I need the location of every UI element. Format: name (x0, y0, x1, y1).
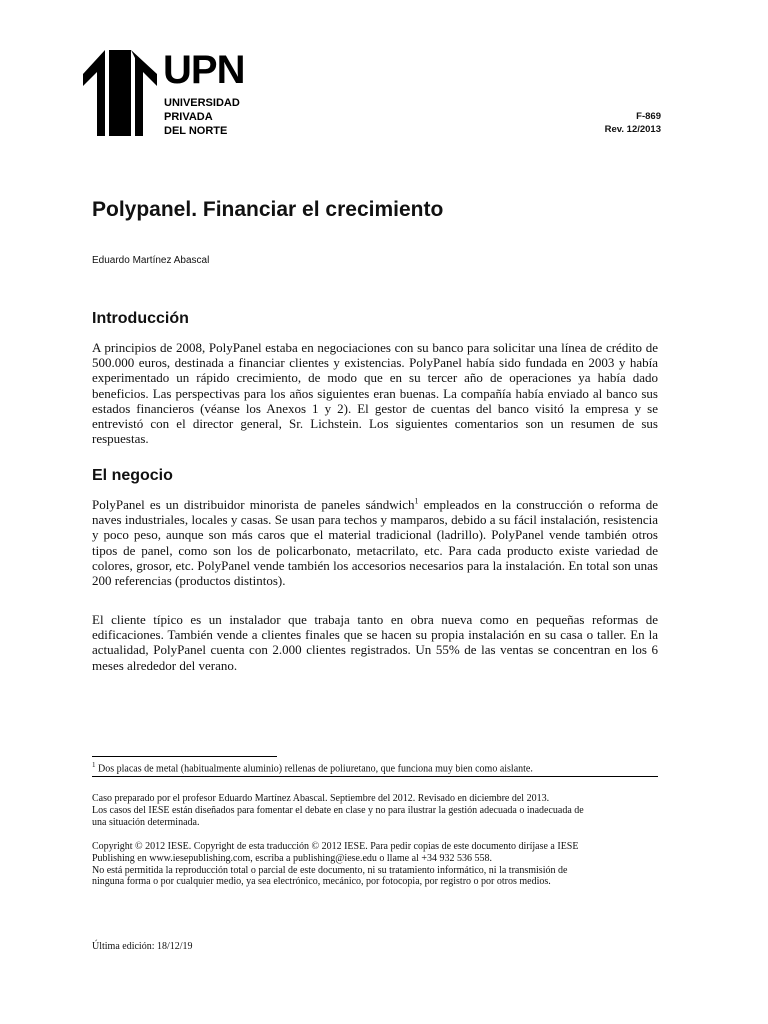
section-heading-introduccion: Introducción (92, 310, 189, 327)
last-edit-date: Última edición: 18/12/19 (92, 941, 193, 952)
footnote-text: Dos placas de metal (habitualmente aluminio) rellenas de poliuretano, que funciona muy bien como aislante. (95, 763, 533, 775)
author-name: Eduardo Martínez Abascal (92, 255, 210, 266)
document-title: Polypanel. Financiar el crecimiento (92, 198, 444, 221)
paragraph: El cliente típico es un instalador que trabaja tanto en obra nueva como en pequeñas reformas de edificaciones. También vende a clientes finales que se hacen su propia instalación en su casa o taller. En la actualidad, PolyPanel cuenta con 2.000 clientes registrados. Un 55% de las ventas se concentran en los 6 meses alrededor del verano. (92, 612, 658, 673)
document-revision: Rev. 12/2013 (604, 124, 661, 135)
logo-university-name (164, 96, 240, 138)
case-note (92, 793, 658, 828)
logo-line: PRIVADA (164, 111, 213, 123)
copyright-line: Publishing en www.iesepublishing.com, escriba a publishing@iese.edu o llame al +34 932 536 558. (92, 852, 492, 864)
case-note-line: Los casos del IESE están diseñados para fomentar el debate en clase y no para ilustrar la gestión adecuada o inadecuada de (92, 804, 584, 816)
logo-line: UNIVERSIDAD (164, 97, 240, 109)
case-note-line: una situación determinada. (92, 816, 200, 828)
footnote-separator (92, 756, 277, 757)
paragraph-text: empleados en la construcción o reforma de naves industriales, locales y casas. Se usan para techos y mamparos, debido a su fácil instalación, resistencia y poco peso, aunque son más caros que el material tradicional (ladrillo). PolyPanel vende también otros tipos de panel, como son los de policarbonato, metacrilato, etc. Para cada producto existe variedad de colores, grosor, etc. PolyPanel vende también los accesorios necesarios para la instalación. En total son unas 200 referencias (productos distintos). (92, 497, 658, 589)
paragraph-text: PolyPanel es un distribuidor minorista de paneles sándwich (92, 497, 415, 512)
copyright-line: No está permitida la reproducción total o parcial de este documento, ni su tratamiento informático, ni la transmisión de (92, 864, 568, 876)
document-code-block (605, 110, 661, 136)
copyright-line: ninguna forma o por cualquier medio, ya sea electrónico, mecánico, por fotocopia, por registro o por otros medios. (92, 876, 551, 888)
document-code: F-869 (636, 111, 661, 122)
upn-arrows-logo-mark (83, 50, 157, 136)
footnote (92, 759, 658, 775)
section-heading-el-negocio: El negocio (92, 467, 173, 484)
paragraph: A principios de 2008, PolyPanel estaba en negociaciones con su banco para solicitar una línea de crédito de 500.000 euros, destinada a financiar clientes y existencias. PolyPanel había sido fundada en 2003 y había experimentado un rápido crecimiento, de modo que en su tercer año de operaciones ya había dado beneficios. Las perspectivas para los años siguientes eran buenas. La compañía había enviado al banco sus estados financieros (véanse los Anexos 1 y 2). El gestor de cuentas del banco visitó la empresa y se entrevistó con el director general, Sr. Lichstein. Los siguientes comentarios son un resumen de sus respuestas. (92, 340, 658, 447)
upn-logo (83, 50, 243, 138)
footnote-reference: 1 (414, 496, 419, 506)
copyright-notice (92, 841, 658, 888)
paragraph-with-footnote (92, 497, 658, 588)
footer-divider (92, 776, 658, 777)
copyright-line: Copyright © 2012 IESE. Copyright de esta traducción © 2012 IESE. Para pedir copias de este documento diríjase a IESE (92, 841, 579, 852)
logo-line: DEL NORTE (164, 125, 228, 137)
footnote-number: 1 (92, 761, 96, 769)
case-note-line: Caso preparado por el profesor Eduardo Martínez Abascal. Septiembre del 2012. Revisado en diciembre del 2013. (92, 793, 550, 804)
logo-wordmark: UPN (163, 48, 245, 92)
